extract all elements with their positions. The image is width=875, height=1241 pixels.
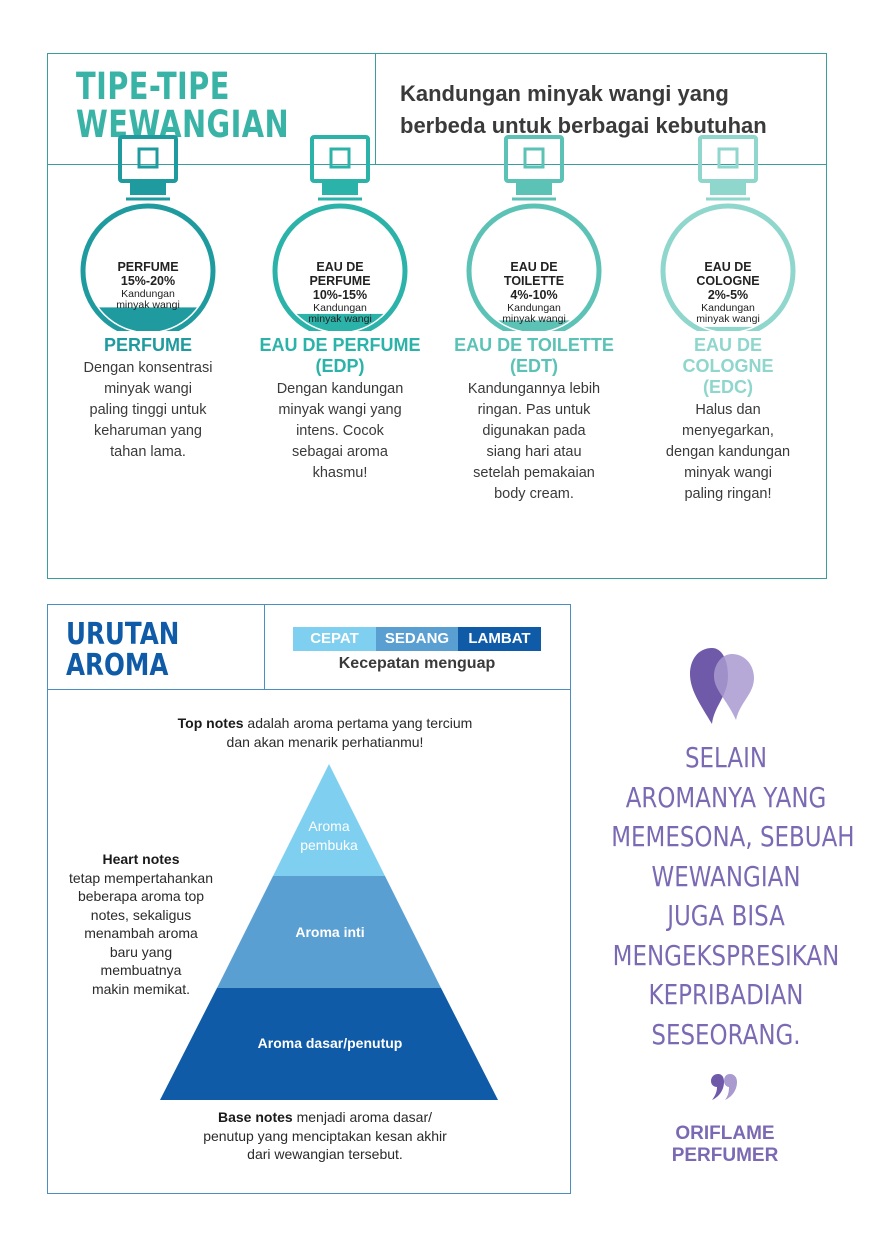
description-line: Dengan konsentrasi xyxy=(83,360,213,376)
description-line: minyak wangi yang xyxy=(278,402,402,418)
bottle-percentage: 10%-15% xyxy=(312,288,368,302)
title-line: (EDP) xyxy=(315,356,365,376)
bottle-name: TOILETTE xyxy=(503,274,565,288)
description-line: paling tinggi untuk xyxy=(89,402,207,418)
signature: ORIFLAME PERFUMER xyxy=(671,1123,779,1166)
top-notes-text: Top notes adalah aroma pertama yang tercium dan akan menarik perhatianmu! xyxy=(177,715,473,750)
description-line: body cream. xyxy=(494,486,574,502)
base-notes-text: Base notes menjadi aroma dasar/ penutup yang menciptakan kesan akhir dari wewangian tersebut. xyxy=(203,1109,447,1162)
description-line: setelah pemakaian xyxy=(473,465,595,481)
bottle-percentage: 2%-5% xyxy=(707,288,749,302)
scent-order-title: URUTAN AROMA xyxy=(66,617,180,683)
bottle-description: Kandungan xyxy=(121,288,175,300)
bottle-name: PERFUME xyxy=(309,274,371,288)
fragrance-types-title: TIPE-TIPE WEWANGIAN xyxy=(76,65,290,146)
speed-caption: Kecepatan menguap xyxy=(338,655,496,672)
title-line: EAU DE TOILETTE xyxy=(454,335,614,355)
bottle-name: EAU DE xyxy=(704,260,752,274)
title-line: (EDC) xyxy=(703,377,753,397)
title-line: PERFUME xyxy=(103,335,192,355)
bottle-name: EAU DE xyxy=(316,260,364,274)
pyramid-base-label: Aroma dasar/penutup xyxy=(257,1035,403,1051)
description-line: ringan. Pas untuk xyxy=(477,402,591,418)
bottle-description: minyak wangi xyxy=(116,299,180,311)
description-line: intens. Cocok xyxy=(296,423,384,439)
description-line: minyak wangi xyxy=(684,465,772,481)
description-line: paling ringan! xyxy=(684,486,772,502)
description-line: khasmu! xyxy=(312,465,368,481)
quote-text: SELAIN AROMANYA YANG MEMESONA, SEBUAH WEWANGIAN JUGA BISA MENGEKSPRESIKAN KEPRIBADIAN SESEORANG. xyxy=(611,741,855,1051)
description-line: digunakan pada xyxy=(482,423,586,439)
description-line: siang hari atau xyxy=(486,444,582,460)
pyramid-middle-label: Aroma inti xyxy=(295,924,365,940)
bottle-description: minyak wangi xyxy=(502,313,566,325)
bottle-name: COLOGNE xyxy=(696,274,760,288)
description-line: tahan lama. xyxy=(110,444,186,460)
title-line: COLOGNE xyxy=(682,356,774,376)
description-line: sebagai aroma xyxy=(292,444,388,460)
pyramid-top-label: Aroma pembuka xyxy=(300,818,358,853)
fragrance-types-subtitle: Kandungan minyak wangi yang berbeda untuk berbagai kebutuhan xyxy=(400,81,767,138)
speed-medium: SEDANG xyxy=(376,627,458,651)
bottle-name: PERFUME xyxy=(117,260,179,274)
bottle-name: EAU DE xyxy=(510,260,558,274)
bottle-description: Kandungan xyxy=(701,302,755,314)
description-line: keharuman yang xyxy=(93,423,202,439)
description-line: menyegarkan, xyxy=(682,423,774,439)
bottle-description: minyak wangi xyxy=(308,313,372,325)
bottle-description: minyak wangi xyxy=(696,313,760,325)
description-line: Dengan kandungan xyxy=(276,381,404,397)
title-line: EAU DE xyxy=(693,335,762,355)
description-line: Kandungannya lebih xyxy=(467,381,601,397)
close-quote-icon xyxy=(710,1072,738,1102)
speed-slow: LAMBAT xyxy=(458,627,541,651)
bottle-description: Kandungan xyxy=(313,302,367,314)
description-line: Halus dan xyxy=(695,402,761,418)
description-line: dengan kandungan xyxy=(665,444,791,460)
title-line: EAU DE PERFUME xyxy=(259,335,421,355)
bottle-percentage: 15%-20% xyxy=(120,274,176,288)
description-line: minyak wangi xyxy=(104,381,192,397)
bottle-percentage: 4%-10% xyxy=(510,288,558,302)
open-quote-icon xyxy=(688,646,758,726)
title-line: (EDT) xyxy=(510,356,558,376)
speed-fast: CEPAT xyxy=(293,627,376,651)
heart-notes-text: Heart notes tetap mempertahankan beberapa aroma top notes, sekaligus menambah aroma baru yang membuatnya makin memikat. xyxy=(69,851,213,997)
bottle-description: Kandungan xyxy=(507,302,561,314)
